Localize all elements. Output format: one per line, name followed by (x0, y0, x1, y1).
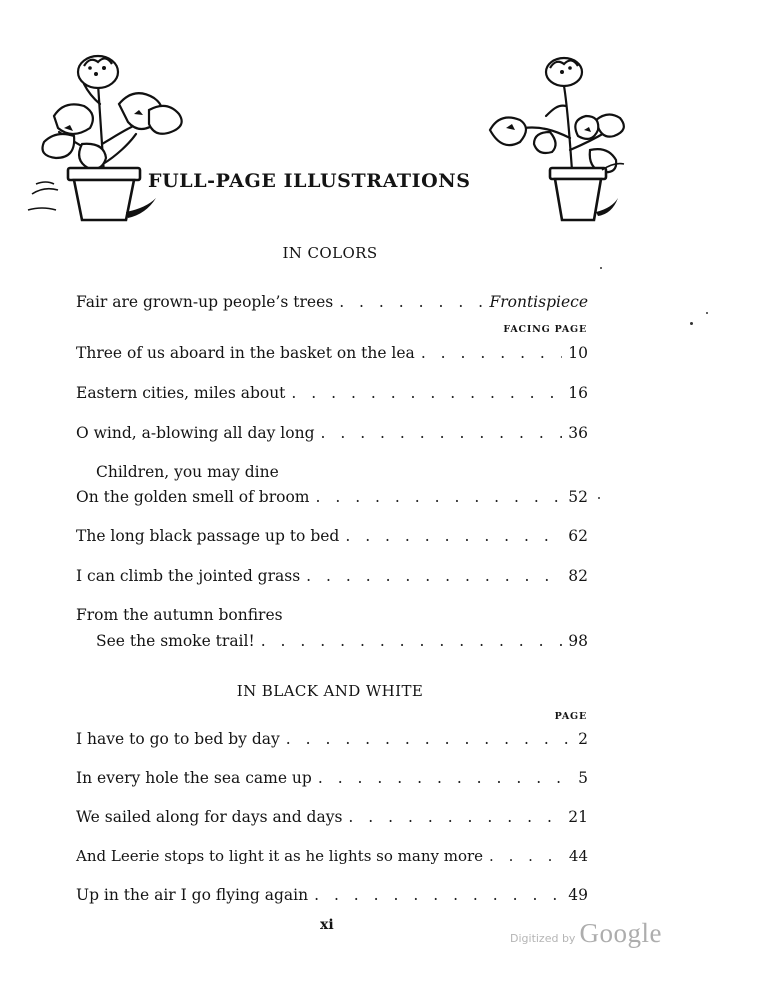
dot-leader (318, 768, 572, 788)
entry-title: I can climb the jointed grass (76, 567, 301, 585)
scan-speck (598, 497, 600, 499)
entry-page: 2 (578, 730, 588, 748)
dot-leader (489, 846, 563, 866)
list-item (76, 423, 588, 443)
scan-speck (706, 312, 708, 314)
entry-page: 62 (568, 527, 588, 545)
google-logo: Google (579, 918, 662, 948)
entry-page: 5 (578, 769, 588, 787)
entry-title: In every hole the sea came up (76, 769, 312, 787)
watermark-prefix: Digitized by (510, 932, 576, 945)
list-item (76, 807, 588, 827)
potted-geranium-right-icon (480, 50, 640, 228)
page-title: FULL-PAGE ILLUSTRATIONS (148, 170, 471, 192)
list-item (76, 729, 588, 749)
entry-page: 16 (568, 384, 588, 402)
dot-leader (321, 423, 563, 443)
dot-leader (348, 807, 562, 827)
list-item (76, 487, 588, 507)
entry-first-line: Children, you may dine (96, 463, 279, 481)
entry-title: O wind, a-blowing all day long (76, 424, 315, 442)
entry-first-line: From the autumn bonfires (76, 606, 283, 624)
entry-page: 82 (568, 567, 588, 585)
digitized-watermark (510, 918, 662, 949)
dot-leader (306, 566, 562, 586)
dot-leader (286, 729, 572, 749)
dot-leader (345, 526, 562, 546)
column-heading-facing-page: FACING PAGE (503, 324, 587, 335)
scan-speck (690, 322, 693, 325)
entry-title: And Leerie stops to light it as he lights so many more (76, 847, 484, 865)
entry-title: Up in the air I go flying again (76, 886, 309, 904)
section-heading-colors: IN COLORS (282, 244, 378, 262)
entry-title: We sailed along for days and days (76, 808, 343, 826)
entry-title: I have to go to bed by day (76, 730, 280, 748)
dot-leader (314, 885, 562, 905)
entry-title: The long black passage up to bed (76, 527, 340, 545)
dot-leader (339, 292, 483, 312)
list-item (76, 383, 588, 403)
section-heading-black-and-white: IN BLACK AND WHITE (236, 682, 424, 700)
list-item (76, 343, 588, 363)
entry-title: Eastern cities, miles about (76, 384, 286, 402)
entry-page: 10 (568, 344, 588, 362)
list-item (76, 846, 588, 866)
list-item (76, 885, 588, 905)
entry-page: 98 (568, 632, 588, 650)
page-number: xi (320, 917, 334, 933)
entry-page: 21 (568, 808, 588, 826)
list-item (96, 631, 588, 651)
list-item (76, 768, 588, 788)
dot-leader (291, 383, 562, 403)
list-item (76, 526, 588, 546)
list-item (76, 292, 588, 312)
scan-speck (600, 267, 602, 269)
list-item (76, 566, 588, 586)
entry-page: 44 (568, 847, 588, 865)
entry-page: 36 (568, 424, 588, 442)
dot-leader (421, 343, 562, 363)
dot-leader (316, 487, 563, 507)
entry-page: 52 (568, 488, 588, 506)
entry-title: Three of us aboard in the basket on the lea (76, 344, 415, 362)
entry-page: 49 (568, 886, 588, 904)
entry-title: Fair are grown-up people’s trees (76, 293, 334, 311)
entry-title: See the smoke trail! (96, 632, 255, 650)
potted-geranium-left-icon (24, 44, 204, 224)
dot-leader (261, 631, 563, 651)
entry-title: On the golden smell of broom (76, 488, 310, 506)
entry-page: Frontispiece (489, 293, 588, 311)
column-heading-page: PAGE (554, 711, 587, 722)
